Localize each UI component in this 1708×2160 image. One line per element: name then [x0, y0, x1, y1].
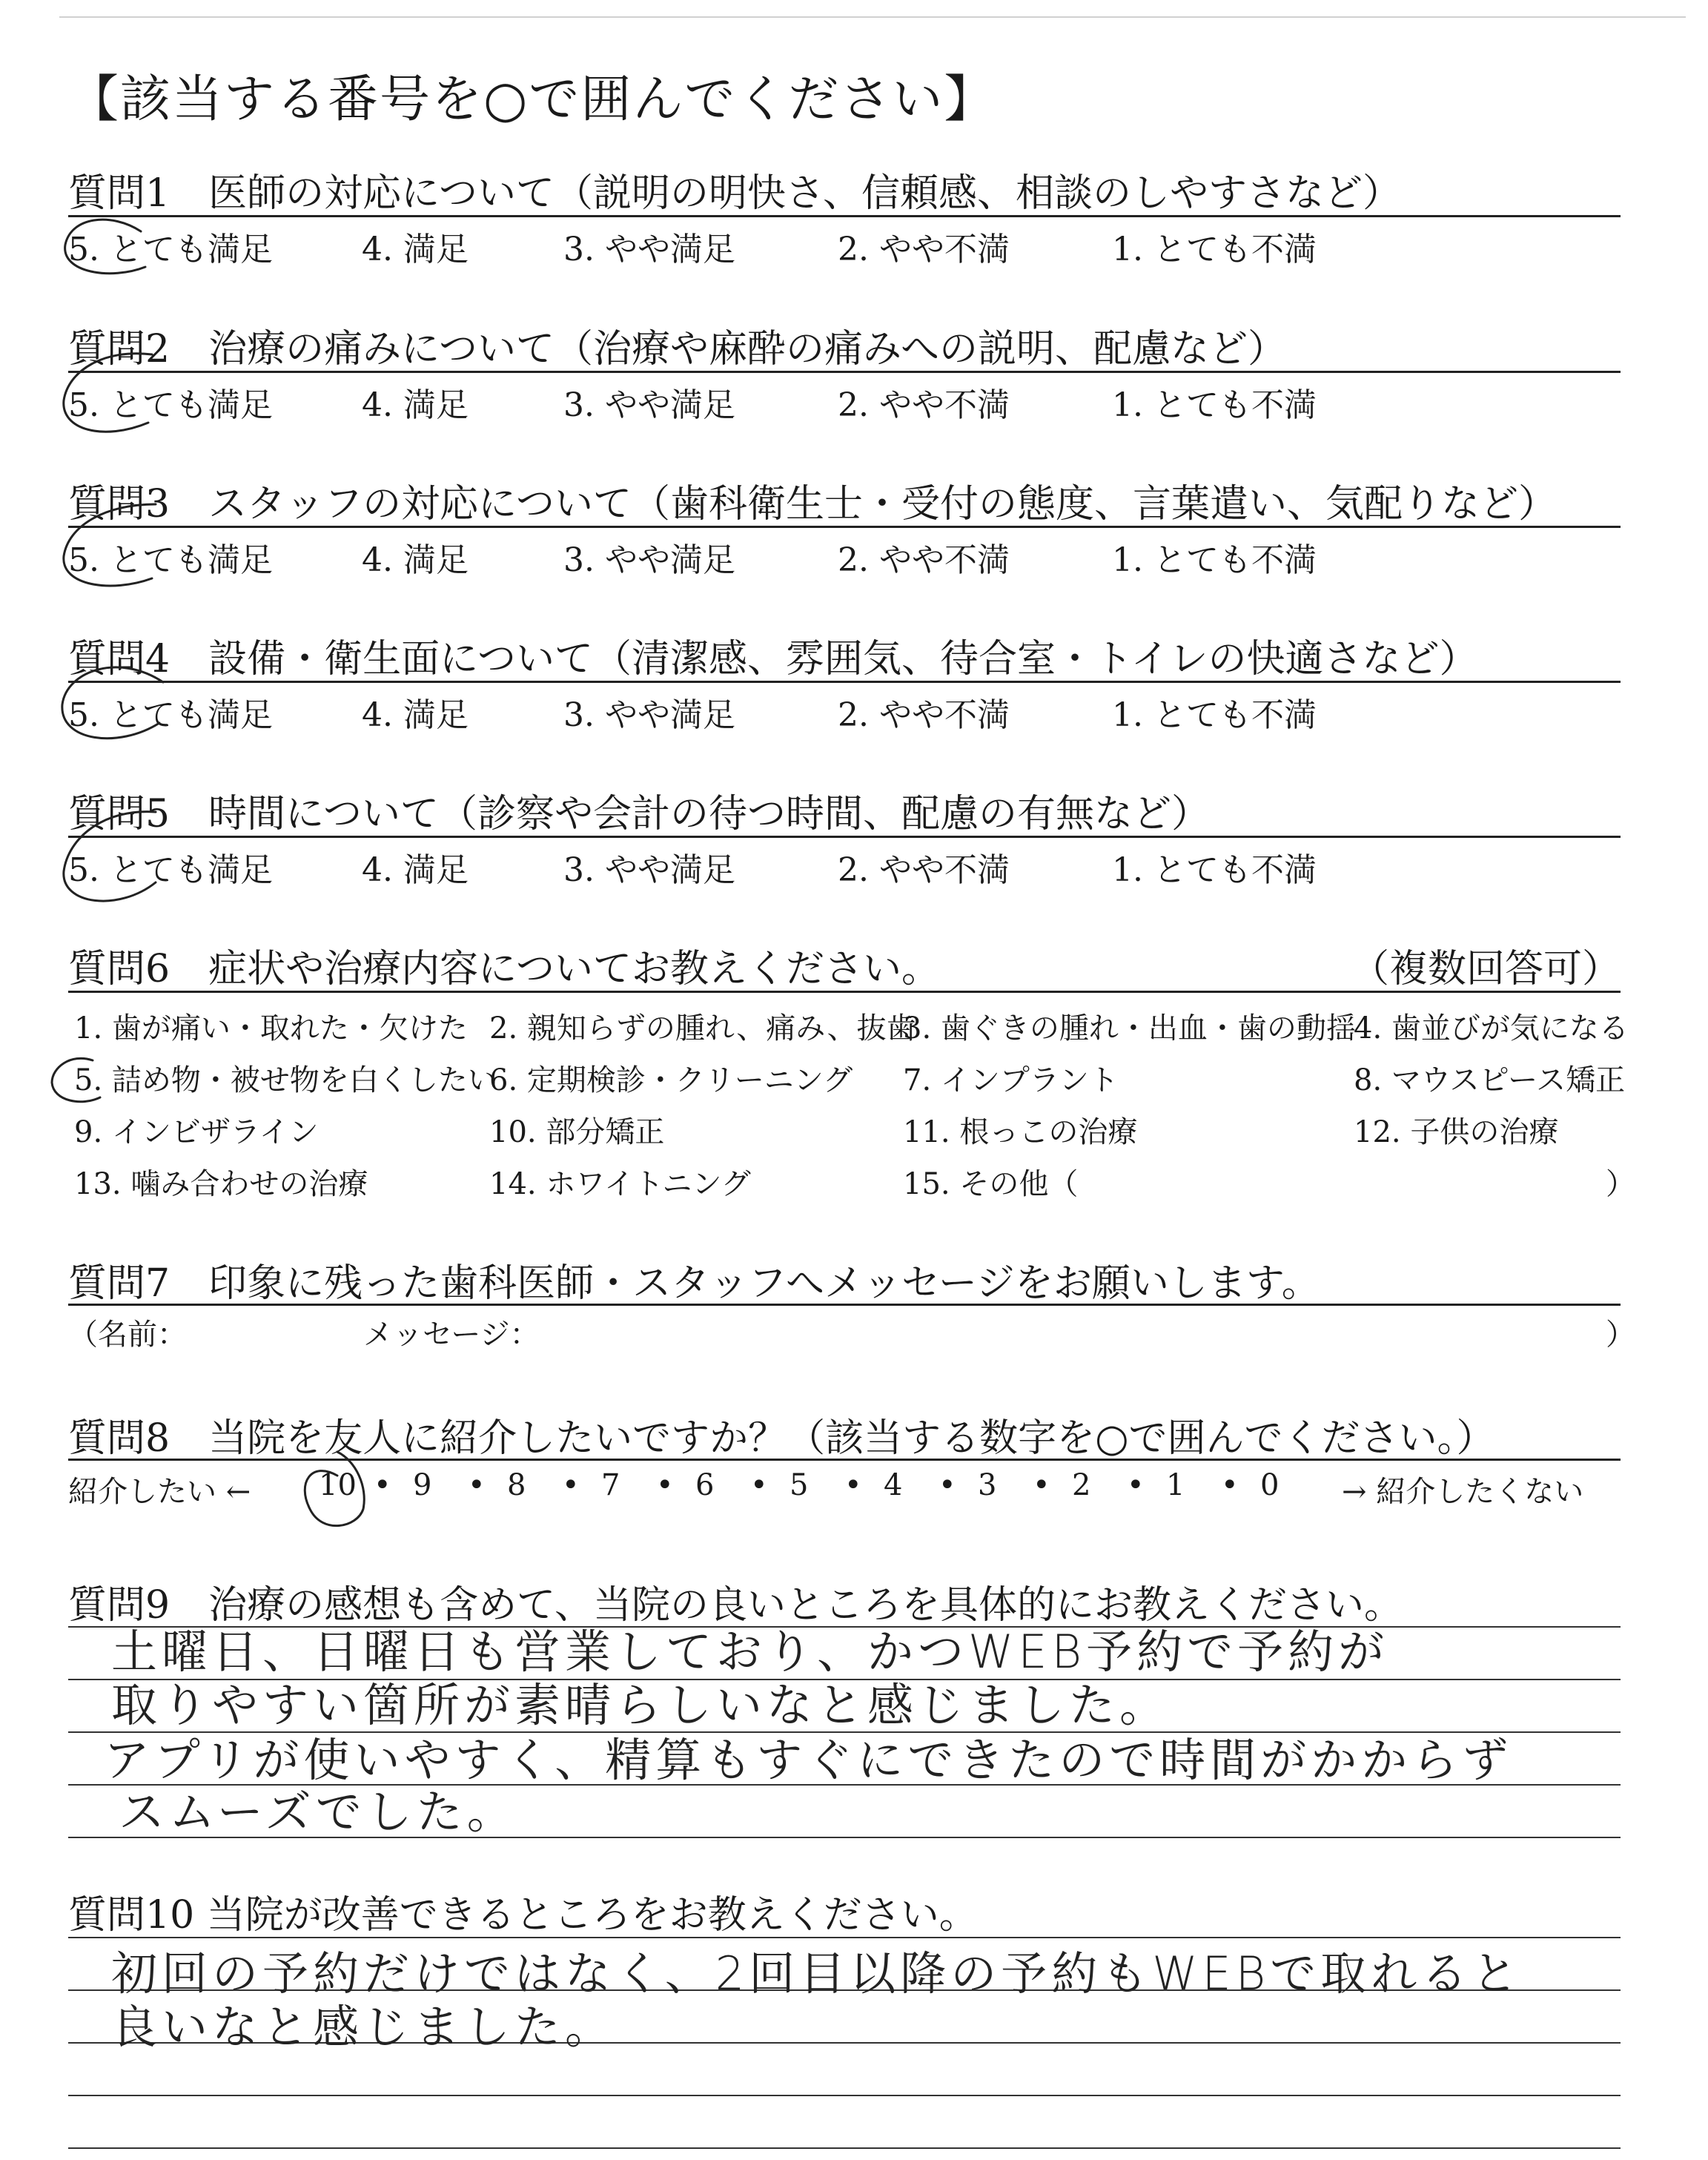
q4-option-4[interactable]: 4. 満足 [362, 696, 469, 734]
q10-line-5 [68, 2147, 1621, 2149]
q6-item-14[interactable]: 14. ホワイトニング [489, 1167, 751, 1201]
question-4-title: 質問4 設備・衛生面について（清潔感、雰囲気、待合室・トイレの快適さなど） [68, 637, 1478, 681]
question-8-title: 質問8 当院を友人に紹介したいですか？（該当する数字を○で囲んでください。） [68, 1416, 1495, 1461]
q8-scale-0[interactable]: 0 [1260, 1468, 1280, 1502]
question-2-rule [68, 371, 1621, 373]
q6-item-1[interactable]: 1. 歯が痛い・取れた・欠けた [74, 1011, 468, 1046]
q9-answer-line-2: 取りやすい箇所が素晴らしいなと感じました。 [111, 1678, 1171, 1732]
q1-option-2[interactable]: 2. やや不満 [838, 231, 1010, 268]
q1-option-1[interactable]: 1. とても不満 [1112, 231, 1317, 268]
q6-item-15[interactable]: 15. その他（ [903, 1167, 1079, 1201]
q7-message-label: メッセージ： [363, 1318, 540, 1352]
q6-item-4[interactable]: 4. 歯並びが気になる [1354, 1011, 1629, 1046]
q6-item-8[interactable]: 8. マウスピース矯正 [1354, 1063, 1626, 1097]
q2-option-2[interactable]: 2. やや不満 [838, 386, 1010, 424]
q4-option-1[interactable]: 1. とても不満 [1112, 696, 1317, 734]
q6-item-2[interactable]: 2. 親知らずの腫れ、痛み、抜歯 [489, 1011, 916, 1046]
q6-item-15-close: ） [1606, 1167, 1635, 1201]
question-7-title: 質問7 印象に残った歯科医師・スタッフへメッセージをお願いします。 [68, 1261, 1320, 1306]
q8-scale-5[interactable]: 5 [790, 1468, 809, 1502]
question-5-rule [68, 836, 1621, 838]
q1-option-3[interactable]: 3. やや満足 [563, 231, 735, 268]
q4-option-3[interactable]: 3. やや満足 [563, 696, 735, 734]
q6-item-11[interactable]: 11. 根っこの治療 [903, 1115, 1138, 1149]
q8-scale-1[interactable]: 1 [1166, 1468, 1185, 1502]
q8-scale-7[interactable]: 7 [601, 1468, 620, 1502]
q2-option-3[interactable]: 3. やや満足 [563, 386, 735, 424]
q2-option-1[interactable]: 1. とても不満 [1112, 386, 1317, 424]
question-3-title: 質問3 スタッフの対応について（歯科衛生士・受付の態度、言葉遣い、気配りなど） [68, 482, 1558, 526]
q8-right-label: → 紹介したくない [1342, 1475, 1584, 1509]
q9-answer-line-3: アプリが使いやすく、精算もすぐにできたので時間がかからず [104, 1733, 1513, 1787]
q8-scale-2[interactable]: 2 [1072, 1468, 1091, 1502]
q5-option-5[interactable]: 5. とても満足 [68, 851, 273, 889]
q3-option-3[interactable]: 3. やや満足 [563, 541, 735, 579]
q9-answer-line-1: 土曜日、日曜日も営業しており、かつWEB予約で予約が [111, 1625, 1389, 1679]
q6-item-7[interactable]: 7. インプラント [903, 1063, 1119, 1097]
q8-scale-10[interactable]: 10 [319, 1468, 357, 1502]
q5-option-3[interactable]: 3. やや満足 [563, 851, 735, 889]
question-6-rule [68, 991, 1621, 993]
q5-option-2[interactable]: 2. やや不満 [838, 851, 1010, 889]
q8-scale-9[interactable]: 9 [413, 1468, 432, 1502]
question-8-rule [68, 1459, 1621, 1461]
q8-scale-separator: • [1221, 1468, 1239, 1502]
q8-scale-separator: • [939, 1468, 956, 1502]
q8-scale-separator: • [750, 1468, 768, 1502]
question-3-rule [68, 526, 1621, 528]
q6-item-3[interactable]: 3. 歯ぐきの腫れ・出血・歯の動揺 [903, 1011, 1356, 1046]
q6-item-13[interactable]: 13. 噛み合わせの治療 [74, 1167, 368, 1201]
q10-answer-line-2: 良いなと感じました。 [111, 2000, 616, 2054]
question-2-title: 質問2 治療の痛みについて（治療や麻酔の痛みへの説明、配慮など） [68, 327, 1287, 371]
question-10-title: 質問10 当院が改善できるところをお教えください。 [68, 1893, 978, 1938]
question-6-multiple-note: （複数回答可） [1351, 947, 1621, 991]
q3-option-5[interactable]: 5. とても満足 [68, 541, 273, 579]
question-7-rule [68, 1304, 1621, 1306]
q8-scale-separator: • [562, 1468, 580, 1502]
q8-scale-separator: • [1127, 1468, 1145, 1502]
q10-answer-line-1: 初回の予約だけではなく、2回目以降の予約もWEBで取れると [111, 1946, 1523, 2001]
q3-option-2[interactable]: 2. やや不満 [838, 541, 1010, 579]
question-6-title: 質問6 症状や治療内容についてお教えください。 [68, 947, 941, 991]
q5-option-4[interactable]: 4. 満足 [362, 851, 469, 889]
q8-scale-separator: • [1033, 1468, 1050, 1502]
q6-item-5[interactable]: 5. 詰め物・被せ物を白くしたい [74, 1063, 497, 1097]
q7-name-label: （名前： [68, 1318, 187, 1352]
q6-item-10[interactable]: 10. 部分矯正 [489, 1115, 665, 1149]
q3-option-4[interactable]: 4. 満足 [362, 541, 469, 579]
q2-option-5[interactable]: 5. とても満足 [68, 386, 273, 424]
q8-left-label: 紹介したい ← [68, 1475, 251, 1509]
question-4-rule [68, 681, 1621, 683]
q1-option-4[interactable]: 4. 満足 [362, 231, 469, 268]
q1-option-5[interactable]: 5. とても満足 [68, 231, 273, 268]
q4-option-2[interactable]: 2. やや不満 [838, 696, 1010, 734]
q9-answer-line-4: スムーズでした。 [119, 1785, 517, 1839]
q8-scale-6[interactable]: 6 [695, 1468, 715, 1502]
q3-option-1[interactable]: 1. とても不満 [1112, 541, 1317, 579]
question-1-rule [68, 215, 1621, 217]
q8-scale-8[interactable]: 8 [507, 1468, 526, 1502]
q6-item-12[interactable]: 12. 子供の治療 [1354, 1115, 1559, 1149]
form-title: 【該当する番号を○で囲んでください】 [68, 70, 996, 129]
q5-option-1[interactable]: 1. とても不満 [1112, 851, 1317, 889]
q8-scale-4[interactable]: 4 [884, 1468, 903, 1502]
q8-scale-separator: • [374, 1468, 391, 1502]
question-5-title: 質問5 時間について（診察や会計の待つ時間、配慮の有無など） [68, 792, 1211, 836]
q6-item-6[interactable]: 6. 定期検診・クリーニング [489, 1063, 853, 1097]
q8-scale-3[interactable]: 3 [978, 1468, 997, 1502]
q8-scale-separator: • [468, 1468, 486, 1502]
question-1-title: 質問1 医師の対応について（説明の明快さ、信頼感、相談のしやすさなど） [68, 171, 1401, 216]
q4-option-5[interactable]: 5. とても満足 [68, 696, 273, 734]
q7-close-paren: ） [1606, 1318, 1635, 1352]
question-9-title: 質問9 治療の感想も含めて、当院の良いところを具体的にお教えください。 [68, 1583, 1403, 1628]
q8-scale-separator: • [656, 1468, 674, 1502]
q8-scale-separator: • [844, 1468, 862, 1502]
q10-line-4 [68, 2095, 1621, 2096]
q6-item-9[interactable]: 9. インビザライン [74, 1115, 319, 1149]
page-top-edge [59, 16, 1686, 18]
q2-option-4[interactable]: 4. 満足 [362, 386, 469, 424]
